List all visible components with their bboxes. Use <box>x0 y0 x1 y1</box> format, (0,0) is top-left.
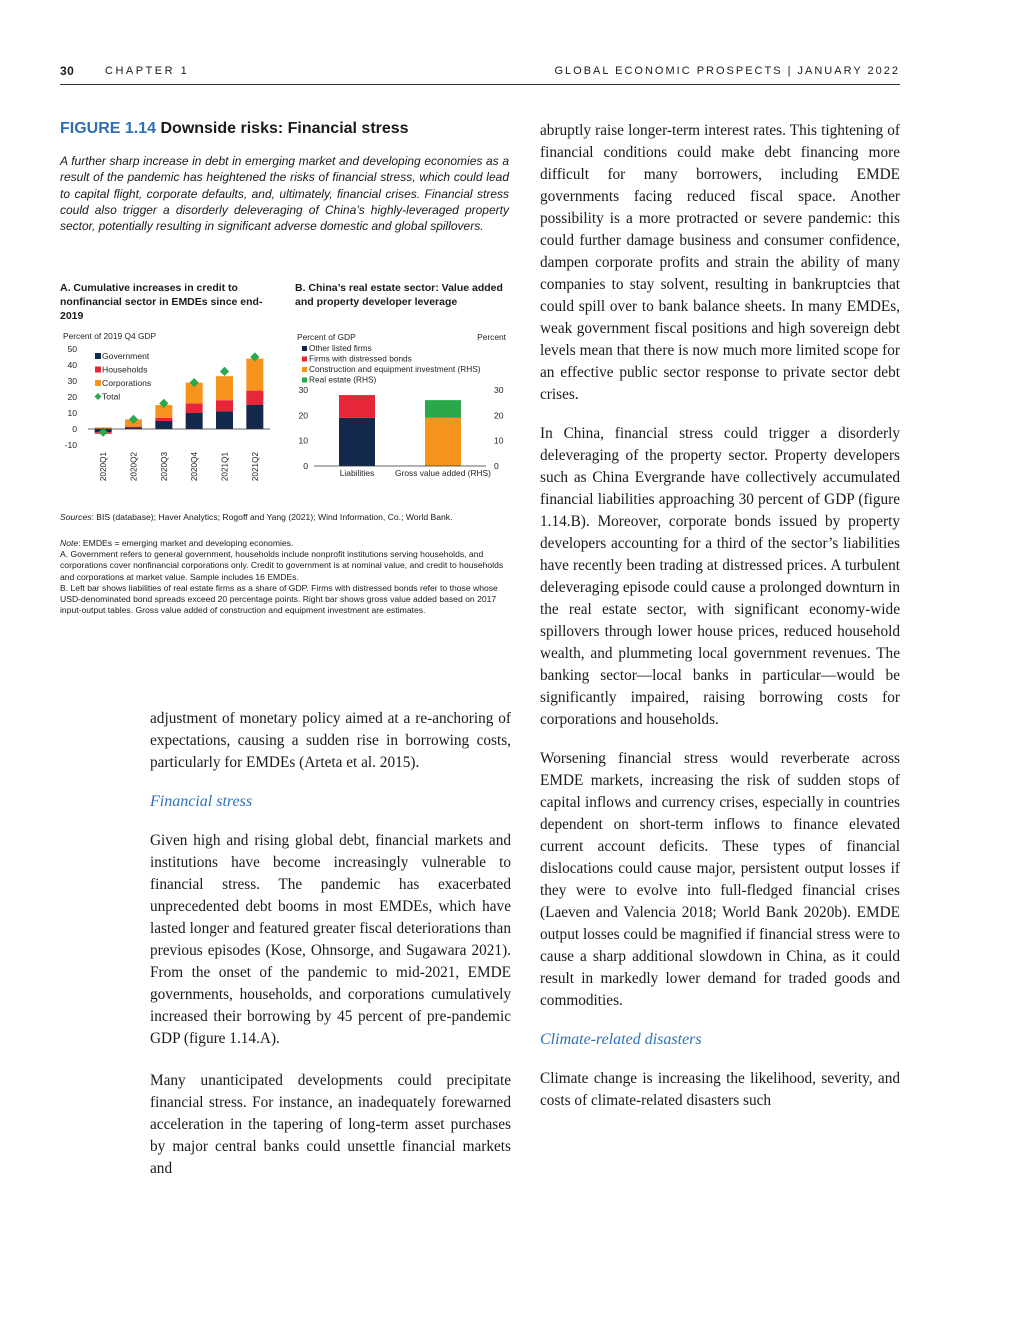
figure-sources <box>60 512 510 523</box>
section-heading-climate-disasters: Climate-related disasters <box>540 1031 702 1048</box>
panel-a-legend-label: Total <box>102 391 121 402</box>
panel-a-y-tick: 10 <box>67 408 77 418</box>
right-column <box>540 120 900 1112</box>
panel-b-y-tick-left: 20 <box>298 410 308 421</box>
panel-b-y-axis-label-left: Percent of GDP <box>297 332 356 342</box>
panel-a-legend-label: Households <box>102 364 148 375</box>
panel-b-y-axis-label-right: Percent <box>477 332 506 342</box>
panel-a-y-tick: -10 <box>64 440 77 450</box>
panel-a-bar-households <box>186 403 203 413</box>
right-paragraph-3: Worsening financial stress would reverberate across EMDE markets, increasing the risk of sudden stops of capital inflows and currency crises, especially in countries dependent on short-term inflows to finance elevated current account deficits. These types of financial dislocations could cause major, persistent output losses if they were to evolve into full-fledged financial crises (Laeven and Valencia 2018; World Bank 2020b). EMDE output losses could be magnified if financial stress were to cause a sharp additional slowdown in China, as it could result in markedly lower demand for traded goods and commodities. <box>540 750 900 1009</box>
note-label: Note <box>60 538 79 548</box>
right-paragraph-2: In China, financial stress could trigger a disorderly deleveraging of the property sector. Property developers such as China Evergrande have collectively accumulated financial liabilities approaching 30 percent of GDP (figure 1.14.B). Moreover, corporate bonds issued by property developers accounting for a third of the sector’s liabilities have recently been trading at distressed prices. A turbulent deleveraging episode could cause a prolonged downturn in the real estate sector, with significant economy-wide spillovers through lower house prices, reduced household wealth, and plummeting local government revenues. The banking sector—local banks in particular—would be significantly impaired, raising borrowing costs for corporations and households. <box>540 425 900 728</box>
panel-b-y-tick-left: 30 <box>298 385 308 395</box>
note-b: B. Left bar shows liabilities of real estate firms as a share of GDP. Firms with distressed bonds refer to those whose USD-denominated bond spreads exceed 20 percentage points. Right bar shows gross value added based on 2017 input-output tables. Gross value added of construction and equipment investment are estimates. <box>60 582 498 616</box>
panel-a-bar-households <box>125 427 142 428</box>
panel-a-legend-label: Government <box>102 351 150 361</box>
sources-label: Sources <box>60 512 92 522</box>
panel-b-y-tick-right: 30 <box>494 385 504 395</box>
panel-a-chart <box>55 328 285 496</box>
panel-a-bar-government <box>186 413 203 429</box>
panel-a-x-tick: 2021Q2 <box>250 452 260 482</box>
panel-b-legend-swatch <box>302 346 307 351</box>
panel-b-legend-swatch <box>302 378 307 383</box>
section-heading-financial-stress: Financial stress <box>150 793 253 810</box>
panel-a-legend-swatch <box>95 353 101 359</box>
figure-title <box>60 120 409 138</box>
panel-b-title: B. China’s real estate sector: Value added and property developer leverage <box>295 282 503 308</box>
panel-a-bar-households <box>216 400 233 411</box>
panel-b-legend-swatch <box>302 357 307 362</box>
panel-a-bar-government <box>155 421 172 429</box>
figure-lead: A further sharp increase in debt in emerging market and developing economies as a result of the pandemic has heightened the risks of financial stress, which could lead to capital flight, corporate defaults, and, ultimately, financial crises. Financial stress could also trigger a disorderly deleveraging of China’s highly-leveraged property sector, potentially resulting in significant adverse domestic and global spillovers. <box>60 154 509 234</box>
panel-a-y-tick: 20 <box>67 392 77 402</box>
panel-b-y-tick-right: 10 <box>494 435 504 446</box>
panel-a-x-tick: 2021Q1 <box>220 452 230 482</box>
panel-a-legend-swatch <box>95 367 101 373</box>
header-rule <box>60 84 900 85</box>
panel-b-y-tick-left: 0 <box>303 461 308 471</box>
right-paragraph-4: Climate change is increasing the likelihood, severity, and costs of climate-related disasters such <box>540 1070 900 1109</box>
figure-title-text: Downside risks: Financial stress <box>160 120 409 137</box>
left-column <box>150 708 511 1180</box>
panel-b-bar-segment <box>339 395 375 418</box>
panel-b-legend-label: Firms with distressed bonds <box>309 353 412 364</box>
panel-a-x-tick: 2020Q1 <box>99 452 109 482</box>
panel-b-chart <box>290 328 515 488</box>
panel-b-y-tick-left: 10 <box>298 435 308 446</box>
left-paragraph-2: Given high and rising global debt, financial markets and institutions have become increasingly vulnerable to financial stress. The pandemic has exacerbated unprecedented debt booms in most EMDEs, which have lasted longer and featured greater fiscal deteriorations than previous episodes (Kose, Ohnsorge, and Sugawara 2021). From the onset of the pandemic to mid-2021, EMDE governments, households, and corporations cumulatively increased their borrowing by 45 percent of pre-pandemic GDP (figure 1.14.A). <box>150 832 511 1047</box>
panel-b-x-tick: Liabilities <box>339 468 375 478</box>
panel-a-x-tick: 2020Q4 <box>190 452 200 482</box>
panel-a-title: A. Cumulative increases in credit to nonfinancial sector in EMDEs since end-2019 <box>60 282 263 322</box>
panel-b-legend-label: Construction and equipment investment (RHS) <box>309 364 481 374</box>
panel-a-x-tick: 2020Q2 <box>129 452 139 482</box>
panel-a-bar-government <box>216 411 233 429</box>
panel-a-total-marker <box>220 367 229 376</box>
panel-a-legend-label: Corporations <box>102 378 152 388</box>
panel-a-bar-corporations <box>246 359 263 391</box>
panel-b-bar-segment <box>425 418 461 466</box>
panel-a-y-axis-label: Percent of 2019 Q4 GDP <box>63 331 157 341</box>
panel-b-y-tick-right: 0 <box>494 461 499 471</box>
panel-b-x-tick: Gross value added (RHS) <box>395 468 491 478</box>
panel-a-y-tick: 40 <box>67 360 77 370</box>
panel-b-legend-label: Other listed firms <box>309 343 372 353</box>
page-number: 30 <box>60 64 75 78</box>
left-paragraph-3: Many unanticipated developments could precipitate financial stress. For instance, an inadequately forewarned acceleration in the tapering of long-term asset purchases by major central banks could unsettle financial markets and <box>150 1072 511 1177</box>
note-a: A. Government refers to general government, households include nonprofit institutions serving households, and corporations cover nonfinancial corporations only. Credit to government is at nominal value, and credit to households and corporations at market value. Sample includes 16 EMDEs. <box>60 549 504 582</box>
chapter-label: CHAPTER 1 <box>105 65 190 77</box>
panel-b-legend-label: Real estate (RHS) <box>309 374 377 385</box>
sources-text: : BIS (database); Haver Analytics; Rogoff and Yang (2021); Wind Information, Co.; World Bank. <box>91 512 453 522</box>
panel-a-bar-corporations <box>216 376 233 400</box>
panel-a-bar-households <box>155 418 172 421</box>
panel-b-y-tick-right: 20 <box>494 410 504 421</box>
panel-a-bar-households <box>246 391 263 405</box>
panel-a-y-tick: 30 <box>67 376 77 386</box>
panel-a-legend-marker <box>95 393 102 400</box>
panel-b-bar-segment <box>425 400 461 418</box>
note-line <box>60 538 510 549</box>
panel-a-y-tick: 0 <box>72 424 77 434</box>
figure-number: FIGURE 1.14 <box>60 120 157 137</box>
publication-title: GLOBAL ECONOMIC PROSPECTS | JANUARY 2022 <box>554 65 900 77</box>
right-paragraph-1: abruptly raise longer-term interest rates. This tightening of financial conditions could make debt financing more difficult for many borrowers, including EMDE governments facing reduced fiscal space. Another possibility is a more protracted or severe pandemic: this could further damage business and consumer confidence, dampen corporate profits and strain the ability of many companies to stay solvent, resulting in bankruptcies that could spill over to bank balance sheets. In many EMDEs, weak government fiscal positions and high sovereign debt levels mean that there is now much more limited scope for an effective public sector response to private sector debt crises. <box>540 122 900 403</box>
figure-notes <box>60 538 510 616</box>
panel-a-bar-government <box>246 405 263 429</box>
panel-a-legend-swatch <box>95 380 101 386</box>
left-paragraph-1: adjustment of monetary policy aimed at a re-anchoring of expectations, causing a sudden rise in borrowing costs, particularly for EMDEs (Arteta et al. 2015). <box>150 710 511 771</box>
note-text: : EMDEs = emerging market and developing economies. <box>78 538 294 548</box>
panel-b-bar-segment <box>339 418 375 466</box>
panel-b-legend-swatch <box>302 367 307 372</box>
panel-a-x-tick: 2020Q3 <box>159 452 169 482</box>
panel-a-y-tick: 50 <box>67 344 77 354</box>
